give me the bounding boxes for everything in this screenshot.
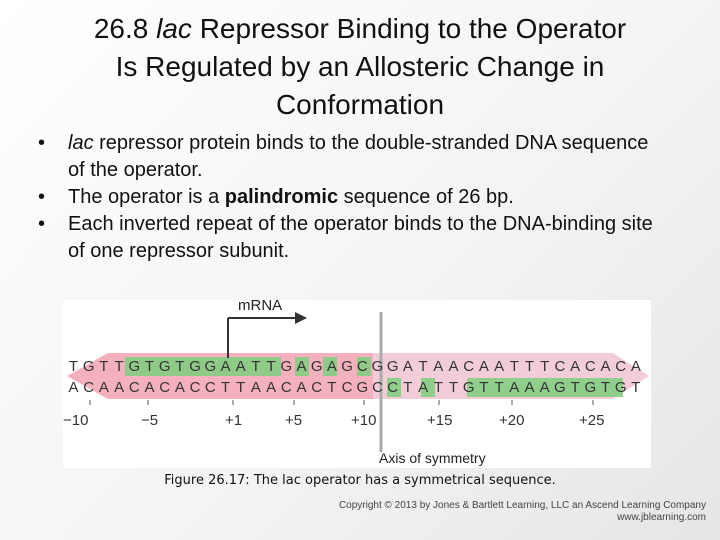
base-letter: T <box>175 358 185 375</box>
base-letter: A <box>250 379 261 396</box>
base-letter: T <box>266 358 276 375</box>
base-letter: C <box>280 379 292 396</box>
bottom-strand <box>63 378 651 398</box>
base-letter: T <box>220 379 231 396</box>
base-letter: C <box>584 358 596 375</box>
base-letter: T <box>403 379 413 396</box>
base-letter: T <box>114 358 124 375</box>
bullet-dot: • <box>38 186 46 208</box>
bullet-item-1 <box>30 130 670 184</box>
base-letter: T <box>433 379 443 396</box>
base-letter: G <box>371 358 384 375</box>
base-letter: G <box>614 379 627 396</box>
base-letter: C <box>372 379 383 396</box>
bullet-1-italic: lac <box>68 132 94 154</box>
title-line-2: Is Regulated by an Allosteric Change in <box>115 51 605 82</box>
mrna-arrow-head <box>295 312 307 324</box>
base-letter: C <box>159 379 171 396</box>
base-letter: A <box>509 379 520 396</box>
base-letter: T <box>68 358 79 375</box>
bullet-dot: • <box>38 213 46 235</box>
base-letter: A <box>296 358 307 375</box>
title-lac-italic: lac <box>156 13 192 44</box>
base-letter: T <box>600 379 611 396</box>
base-letter: A <box>220 358 231 375</box>
base-letter: A <box>326 358 337 375</box>
bullet-list <box>30 130 670 265</box>
bullet-3-text: Each inverted repeat of the operator binds to the DNA-binding site of one repressor subunit. <box>68 213 653 262</box>
base-letter: A <box>524 379 535 396</box>
copyright-line-1: Copyright © 2013 by Jones & Bartlett Learning, LLC an Ascend Learning Company <box>338 500 706 511</box>
base-letter: T <box>251 358 261 375</box>
operator-figure <box>63 297 651 468</box>
base-letter: G <box>128 358 141 375</box>
position-label: +25 <box>579 412 605 429</box>
base-letter: A <box>600 358 611 375</box>
base-letter: G <box>462 379 475 396</box>
base-letter: A <box>296 379 307 396</box>
base-letter: C <box>341 379 353 396</box>
base-letter: G <box>584 379 597 396</box>
position-label: −5 <box>141 412 159 429</box>
copyright-line-2: www.jblearning.com <box>617 512 706 523</box>
position-label: +20 <box>499 412 525 429</box>
base-letter: T <box>99 358 109 375</box>
base-letter: A <box>98 379 109 396</box>
base-letter: T <box>479 379 489 396</box>
bullet-2-bold: palindromic <box>224 186 339 208</box>
bullet-2-text-before: The operator is a <box>68 186 225 208</box>
top-strand <box>63 357 651 377</box>
base-letter: C <box>356 358 368 375</box>
base-letter: T <box>509 358 519 375</box>
base-letter: T <box>327 379 337 396</box>
base-letter: A <box>174 379 185 396</box>
base-letter: G <box>189 358 201 375</box>
base-letter: A <box>402 358 413 375</box>
base-letter: A <box>68 379 79 396</box>
position-ticks <box>90 400 593 405</box>
base-letter: T <box>144 358 155 375</box>
bullet-item-3 <box>30 211 670 265</box>
position-label: +10 <box>351 412 377 429</box>
base-letter: C <box>387 379 399 396</box>
title-line-1-text: Repressor Binding to the Operator <box>191 13 627 44</box>
bullet-1-text: repressor protein binds to the double-stranded DNA sequence of the operator. <box>68 132 649 181</box>
position-label: +1 <box>225 412 243 429</box>
base-letter: A <box>114 379 125 396</box>
base-letter: T <box>494 379 504 396</box>
title-line-1 <box>20 10 700 48</box>
base-letter: A <box>570 358 581 375</box>
base-letter: G <box>356 379 369 396</box>
base-letter: A <box>448 358 459 375</box>
base-letter: A <box>144 379 155 396</box>
base-letter: C <box>615 358 627 375</box>
base-letter: A <box>539 379 550 396</box>
base-letter: A <box>494 358 505 375</box>
title-number: 26.8 <box>93 13 157 44</box>
base-letter: G <box>554 379 566 396</box>
base-letter: T <box>448 379 459 396</box>
title-line-3: Conformation <box>275 89 445 120</box>
bullet-2-text-after: sequence of 26 bp. <box>338 186 514 208</box>
base-letter: A <box>418 379 429 396</box>
base-letter: C <box>83 379 95 396</box>
base-letter: T <box>418 358 428 375</box>
base-letter: T <box>631 379 641 396</box>
copyright-notice <box>339 500 706 524</box>
base-letter: G <box>280 358 293 375</box>
base-letter: G <box>204 358 217 375</box>
base-letter: C <box>128 379 140 396</box>
figure-caption: Figure 26.17: The lac operator has a symmetrical sequence. <box>164 473 556 488</box>
base-letter: G <box>386 358 399 375</box>
base-letter: C <box>189 379 201 396</box>
base-letter: A <box>478 358 489 375</box>
bullet-dot: • <box>38 132 46 154</box>
axis-of-symmetry-label: Axis of symmetry <box>379 450 486 466</box>
base-letter: A <box>266 379 277 396</box>
base-letter: C <box>463 358 475 375</box>
base-letter: T <box>540 358 550 375</box>
position-label: +15 <box>427 412 453 429</box>
position-label: −10 <box>63 412 89 429</box>
base-letter: G <box>341 358 353 375</box>
base-letter: T <box>570 379 580 396</box>
base-letter: G <box>158 358 171 375</box>
base-letter: G <box>82 358 95 375</box>
base-letter: T <box>524 358 535 375</box>
slide-title <box>20 10 700 124</box>
base-letter: C <box>204 379 216 396</box>
base-letter: A <box>433 358 444 375</box>
base-letter: C <box>554 358 566 375</box>
base-letter: A <box>630 358 641 375</box>
mrna-label: mRNA <box>238 297 283 314</box>
base-letter: T <box>236 379 246 396</box>
base-letter: C <box>311 379 323 396</box>
base-letter: G <box>310 358 323 375</box>
position-label: +5 <box>285 412 303 429</box>
bullet-item-2 <box>30 184 670 211</box>
base-letter: A <box>235 358 246 375</box>
